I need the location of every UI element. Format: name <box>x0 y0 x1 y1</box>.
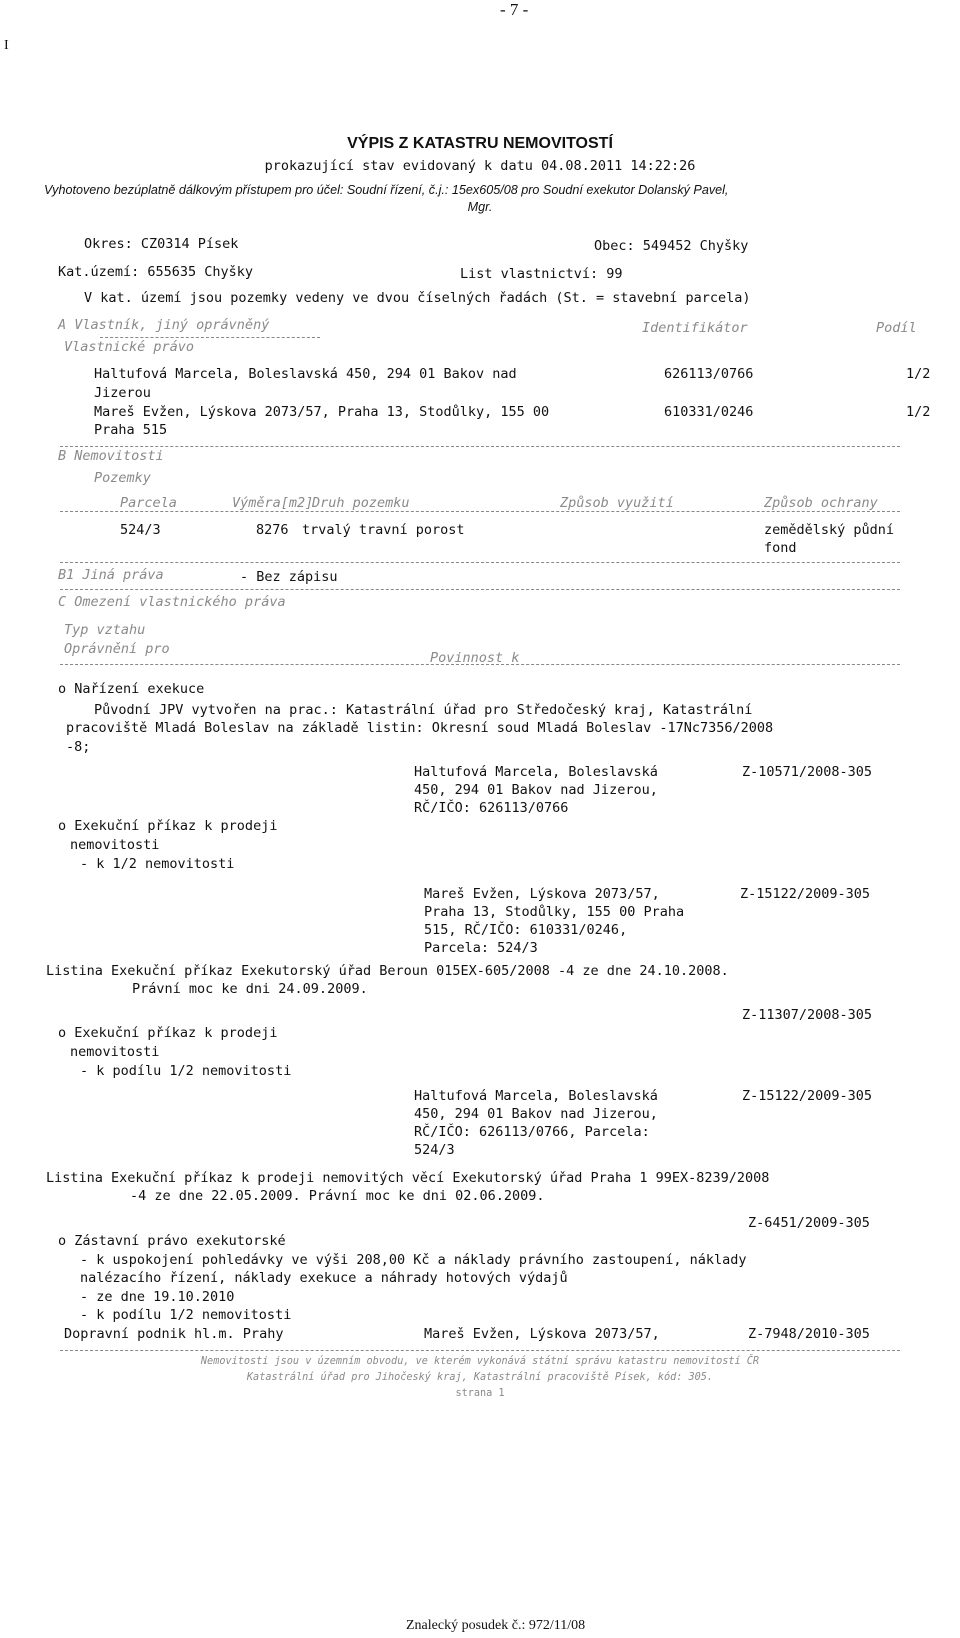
col-parcela: Parcela <box>120 495 177 511</box>
owner-1-id: 626113/0766 <box>664 366 754 382</box>
section-b-heading: B Nemovitosti <box>58 448 164 464</box>
parcel-protection-2: fond <box>764 540 797 556</box>
parcel-number: 524/3 <box>120 522 161 538</box>
divider <box>60 511 900 512</box>
exekuce-2-line1: o Exekuční příkaz k prodeji <box>58 1025 278 1041</box>
zastavni-ref: Z-7948/2010-305 <box>748 1326 870 1342</box>
col-identifikator: Identifikátor <box>642 320 748 336</box>
party-2-line2: Praha 13, Stodůlky, 155 00 Praha <box>424 904 685 920</box>
listina-2-line1: Listina Exekuční příkaz k prodeji nemovitých věcí Exekutorský úřad Praha 1 99EX-8239/2008 <box>46 1170 770 1186</box>
col-ochrana: Způsob ochrany <box>764 495 878 511</box>
exekuce-2-line3: - k podílu 1/2 nemovitosti <box>80 1063 292 1079</box>
exekuce-2-line2: nemovitosti <box>70 1044 160 1060</box>
footer-page: strana 1 <box>455 1388 505 1399</box>
owner-2-id: 610331/0246 <box>664 404 754 420</box>
narizeni-line3: -8; <box>66 739 91 755</box>
section-c-heading: C Omezení vlastnického práva <box>58 594 286 610</box>
exekuce-1-line1: o Exekuční příkaz k prodeji <box>58 818 278 834</box>
report-number: Znalecký posudek č.: 972/11/08 <box>406 1618 586 1633</box>
col-vymera: Výměra[m2] <box>232 495 314 511</box>
ref-3: Z-11307/2008-305 <box>742 1007 873 1023</box>
opravneni-pro: Oprávnění pro <box>64 641 170 657</box>
narizeni-title: o Nařízení exekuce <box>58 681 205 697</box>
party-3-ref: Z-15122/2009-305 <box>742 1088 873 1104</box>
section-a-subheading: Vlastnické právo <box>64 339 195 355</box>
owner-2-share: 1/2 <box>906 404 931 420</box>
party-3-line3: RČ/IČO: 626113/0766, Parcela: <box>414 1124 650 1140</box>
party-3-line1: Haltufová Marcela, Boleslavská <box>414 1088 658 1104</box>
obec: Obec: 549452 Chyšky <box>594 238 749 254</box>
ref-5: Z-6451/2009-305 <box>748 1215 870 1231</box>
divider <box>60 446 900 447</box>
party-2-ref: Z-15122/2009-305 <box>740 886 871 902</box>
listina-1-line1: Listina Exekuční příkaz Exekutorský úřad Beroun 015EX-605/2008 -4 ze dne 24.10.2008. <box>46 963 729 979</box>
listina-2-line2: -4 ze dne 22.05.2009. Právní moc ke dni 02.06.2009. <box>130 1188 545 1204</box>
divider <box>60 562 900 563</box>
listina-1-line2: Právní moc ke dni 24.09.2009. <box>132 981 368 997</box>
party-2-line1: Mareš Evžen, Lýskova 2073/57, <box>424 886 660 902</box>
party-1-ref: Z-10571/2008-305 <box>742 764 873 780</box>
parcel-area: 8276 <box>256 522 289 538</box>
col-podil: Podíl <box>876 320 917 336</box>
zastavni-line2: nalézacího řízení, náklady exekuce a náhrady hotových výdajů <box>80 1270 568 1286</box>
party-2-line4: Parcela: 524/3 <box>424 940 538 956</box>
parcel-type: trvalý travní porost <box>302 522 465 538</box>
list-vlastnictvi: List vlastnictví: 99 <box>460 266 623 282</box>
owner-1-line2: Jizerou <box>94 385 151 401</box>
divider <box>60 589 900 590</box>
col-vyuziti: Způsob využití <box>560 495 674 511</box>
parcel-protection-1: zemědělský půdní <box>764 522 895 538</box>
owner-2-line1: Mareš Evžen, Lýskova 2073/57, Praha 13, Stodůlky, 155 00 <box>94 404 550 420</box>
party-2-line3: 515, RČ/IČO: 610331/0246, <box>424 922 628 938</box>
subtitle: prokazující stav evidovaný k datu 04.08.2011 14:22:26 <box>264 158 696 174</box>
section-b1-heading: B1 Jiná práva <box>58 567 164 583</box>
party-1-line1: Haltufová Marcela, Boleslavská <box>414 764 658 780</box>
footer-line2: Katastrální úřad pro Jihočeský kraj, Katastrální pracoviště Písek, kód: 305. <box>246 1372 714 1383</box>
col-druh: Druh pozemku <box>312 495 410 511</box>
divider <box>100 337 320 338</box>
party-3-line4: 524/3 <box>414 1142 455 1158</box>
zastavni-title: o Zástavní právo exekutorské <box>58 1233 286 1249</box>
owner-2-line2: Praha 515 <box>94 422 168 438</box>
party-1-line3: RČ/IČO: 626113/0766 <box>414 800 569 816</box>
okres: Okres: CZ0314 Písek <box>84 236 239 252</box>
kat-uzemi: Kat.území: 655635 Chyšky <box>58 264 254 280</box>
zastavni-line3: - ze dne 19.10.2010 <box>80 1289 235 1305</box>
divider <box>60 664 900 665</box>
page-title: VÝPIS Z KATASTRU NEMOVITOSTÍ <box>347 135 613 152</box>
section-b-sub: Pozemky <box>94 470 151 486</box>
party-1-line2: 450, 294 01 Bakov nad Jizerou, <box>414 782 658 798</box>
section-a-heading: A Vlastník, jiný oprávněný <box>58 317 270 333</box>
page-number: - 7 - <box>500 0 529 19</box>
section-b1-value: - Bez zápisu <box>240 569 338 585</box>
zastavni-creditor: Dopravní podnik hl.m. Prahy <box>64 1326 284 1342</box>
cadastre-note: V kat. území jsou pozemky vedeny ve dvou číselných řadách (St. = stavební parcela) <box>84 290 751 306</box>
divider <box>60 1350 900 1351</box>
footer-line1: Nemovitosti jsou v územním obvodu, ve kterém vykonává státní správu katastru nemovitostí ČR <box>200 1356 760 1367</box>
exekuce-1-line2: nemovitosti <box>70 837 160 853</box>
zastavni-line4: - k podílu 1/2 nemovitosti <box>80 1307 292 1323</box>
owner-1-share: 1/2 <box>906 366 931 382</box>
povinnost-k: Povinnost k <box>430 650 520 666</box>
issued-line-2: Mgr. <box>467 200 493 214</box>
exekuce-1-line3: - k 1/2 nemovitosti <box>80 856 235 872</box>
narizeni-line1: Původní JPV vytvořen na prac.: Katastrální úřad pro Středočeský kraj, Katastrální <box>94 702 753 718</box>
zastavni-debtor: Mareš Evžen, Lýskova 2073/57, <box>424 1326 660 1342</box>
typ-vztahu: Typ vztahu <box>64 622 146 638</box>
issued-line-1: Vyhotoveno bezúplatně dálkovým přístupem pro účel: Soudní řízení, č.j.: 15ex605/08 pro Soudní exekutor Dolanský Pavel, <box>44 183 729 197</box>
zastavni-line1: - k uspokojení pohledávky ve výši 208,00 Kč a náklady právního zastoupení, náklady <box>80 1252 747 1268</box>
narizeni-line2: pracoviště Mladá Boleslav na základě listin: Okresní soud Mladá Boleslav -17Nc7356/2008 <box>66 720 774 736</box>
party-3-line2: 450, 294 01 Bakov nad Jizerou, <box>414 1106 658 1122</box>
margin-mark: I <box>4 38 9 53</box>
owner-1-line1: Haltufová Marcela, Boleslavská 450, 294 01 Bakov nad <box>94 366 517 382</box>
